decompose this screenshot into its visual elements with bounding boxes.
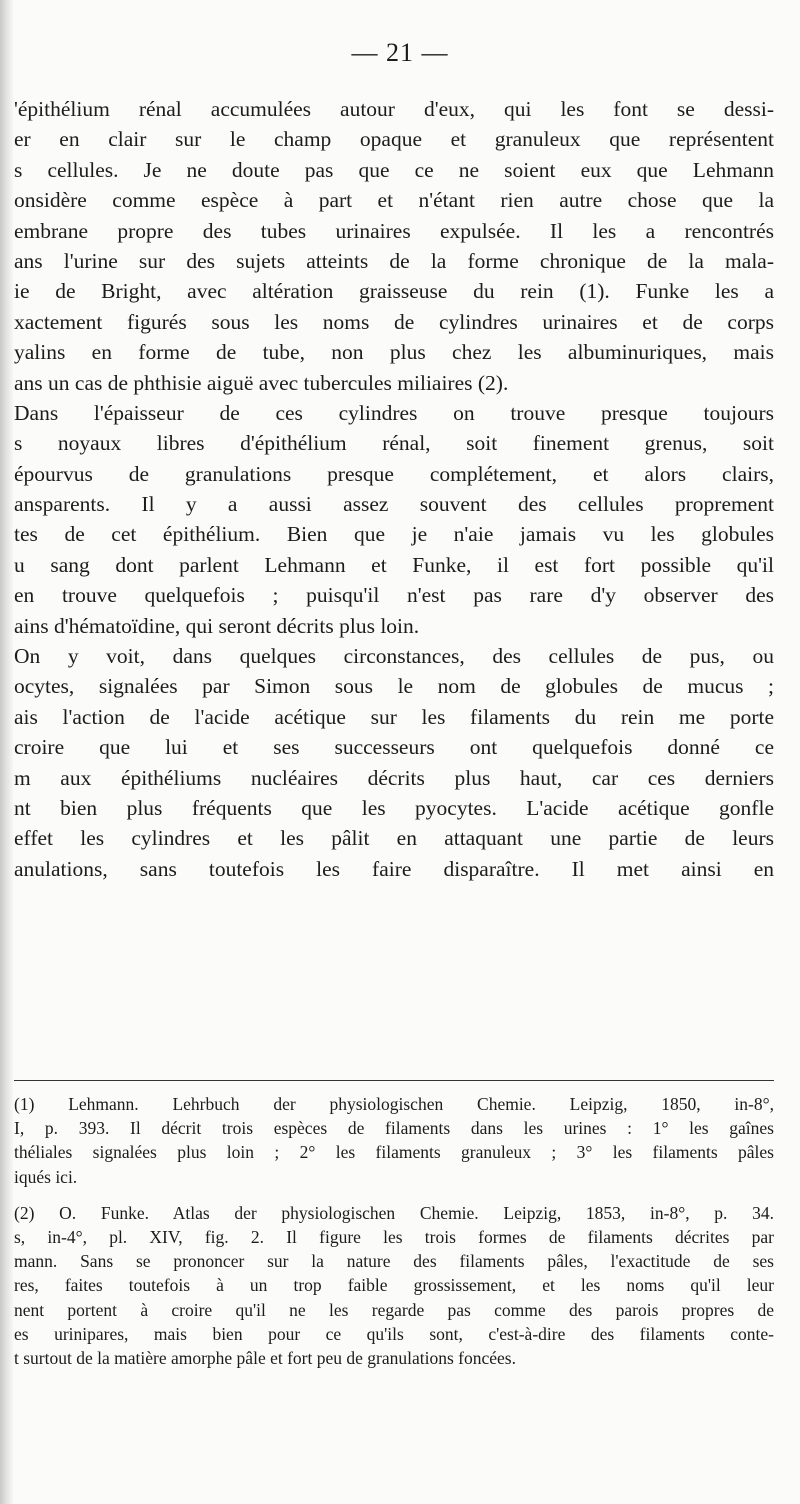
text-line: s noyaux libres d'épithélium rénal, soit finement grenus, soit: [14, 431, 774, 456]
footnote-line: I, p. 393. Il décrit trois espèces de filaments dans les urines : 1° les gaînes: [14, 1118, 774, 1139]
text-line: tes de cet épithélium. Bien que je n'aie jamais vu les globules: [14, 522, 774, 547]
text-line: s cellules. Je ne doute pas que ce ne soient eux que Lehmann: [14, 157, 774, 182]
text-line: onsidère comme espèce à part et n'étant rien autre chose que la: [14, 188, 774, 213]
text-line: Dans l'épaisseur de ces cylindres on trouve presque toujours: [14, 400, 774, 425]
text-line: On y voit, dans quelques circonstances, des cellules de pus, ou: [14, 644, 774, 669]
text-line: effet les cylindres et les pâlit en attaquant une partie de leurs: [14, 826, 774, 851]
footnote-line: s, in-4°, pl. XIV, fig. 2. Il figure les trois formes de filaments décrites par: [14, 1226, 774, 1247]
text-line: xactement figurés sous les noms de cylindres urinaires et de corps: [14, 309, 774, 334]
text-line: ocytes, signalées par Simon sous le nom de globules de mucus ;: [14, 674, 774, 699]
main-text: [14, 94, 774, 884]
footnote-line: (2) O. Funke. Atlas der physiologischen Chemie. Leipzig, 1853, in-8°, p. 34.: [14, 1202, 774, 1223]
text-line: yalins en forme de tube, non plus chez les albuminuriques, mais: [14, 340, 774, 365]
text-line: ains d'hématoïdine, qui seront décrits plus loin.: [14, 613, 420, 638]
footnote-line: théliales signalées plus loin ; 2° les filaments granuleux ; 3° les filaments pâles: [14, 1142, 774, 1163]
binding-shadow: [0, 0, 14, 1504]
footnote-1: [14, 1092, 774, 1189]
text-line: u sang dont parlent Lehmann et Funke, il est fort possible qu'il: [14, 552, 774, 577]
text-line: m aux épithéliums nucléaires décrits plus haut, car ces derniers: [14, 765, 774, 790]
footnote-gap: [14, 1189, 774, 1201]
page-number: — 21 —: [351, 38, 449, 67]
text-line: er en clair sur le champ opaque et granuleux que représentent: [14, 127, 774, 152]
text-line: ans un cas de phthisie aiguë avec tubercules miliaires (2).: [14, 370, 509, 395]
text-line: ie de Bright, avec altération graisseuse du rein (1). Funke les a: [14, 279, 774, 304]
text-line: 'épithélium rénal accumulées autour d'eux, qui les font se dessi-: [14, 97, 774, 121]
footnote-2: [14, 1201, 774, 1370]
text-line: anulations, sans toutefois les faire disparaître. Il met ainsi en: [14, 856, 774, 881]
footnote-line: res, faites toutefois à un trop faible grossissement, et les noms qu'il leur: [14, 1275, 774, 1296]
footnote-separator: [14, 1080, 774, 1081]
text-line: croire que lui et ses successeurs ont quelquefois donné ce: [14, 735, 774, 760]
text-line: ansparents. Il y a aussi assez souvent des cellules proprement: [14, 492, 774, 517]
footnote-line: mann. Sans se prononcer sur la nature des filaments pâles, l'exactitude de ses: [14, 1251, 774, 1272]
text-line: ans l'urine sur des sujets atteints de la forme chronique de la mala-: [14, 248, 774, 273]
footnote-line: iqués ici.: [14, 1166, 78, 1187]
text-line: en trouve quelquefois ; puisqu'il n'est pas rare d'y observer des: [14, 583, 774, 608]
text-line: nt bien plus fréquents que les pyocytes. L'acide acétique gonfle: [14, 795, 774, 820]
footnote-line: (1) Lehmann. Lehrbuch der physiologischen Chemie. Leipzig, 1850, in-8°,: [14, 1094, 774, 1114]
text-line: épourvus de granulations presque complétement, et alors clairs,: [14, 461, 774, 486]
text-line: embrane propre des tubes urinaires expulsée. Il les a rencontrés: [14, 218, 774, 243]
footnote-line: es urinipares, mais bien pour ce qu'ils sont, c'est-à-dire des filaments conte-: [14, 1323, 774, 1344]
footnotes: [14, 1092, 774, 1370]
footnote-line: t surtout de la matière amorphe pâle et fort peu de granulations foncées.: [14, 1347, 516, 1368]
footnote-line: nent portent à croire qu'il ne les regarde pas comme des parois propres de: [14, 1299, 774, 1320]
text-line: ais l'action de l'acide acétique sur les filaments du rein me porte: [14, 704, 774, 729]
